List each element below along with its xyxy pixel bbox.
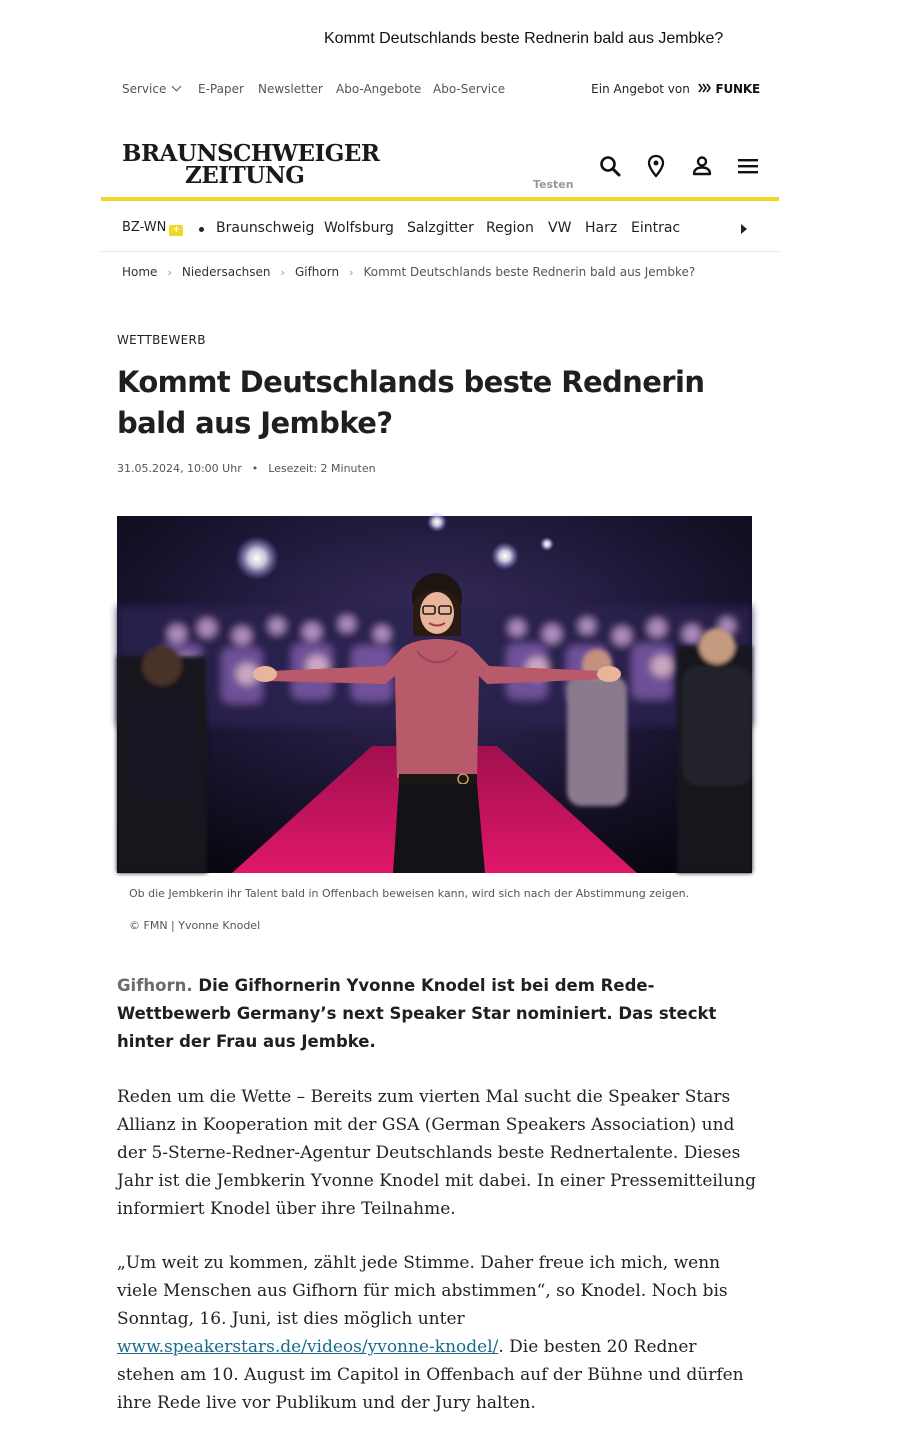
publisher-note — [591, 82, 760, 96]
breadcrumb-chevron-icon: › — [280, 266, 285, 279]
top-utility-bar — [122, 80, 762, 100]
nav-separator-dot — [199, 227, 204, 232]
publisher-brand[interactable]: FUNKE — [715, 82, 760, 96]
nav-item-salzgitter[interactable]: Salzgitter — [407, 220, 474, 236]
paragraph-2-text-after: . Die besten 20 Redner stehen am 10. August im Capitol in Offenbach auf der Bühne und dürfen ihre Rede live vor Publikum und der Jury halten. — [117, 1337, 744, 1413]
image-credit: © FMN | Yvonne Knodel — [129, 919, 261, 932]
breadcrumb-home[interactable]: Home — [122, 265, 158, 279]
testen-label[interactable]: Testen — [533, 178, 574, 191]
location-pin-icon[interactable] — [643, 153, 669, 179]
breadcrumb-chevron-icon: › — [167, 266, 172, 279]
publisher-prefix: Ein Angebot von — [591, 82, 690, 96]
image-caption: Ob die Jembkerin ihr Talent bald in Offenbach beweisen kann, wird sich nach der Abstimmung zeigen. — [129, 887, 690, 900]
plus-badge-icon: + — [169, 225, 183, 236]
nav-item-vw[interactable]: VW — [548, 220, 572, 236]
article-headline: Kommt Deutschlands beste Rednerin bald aus Jembke? — [117, 365, 705, 440]
lead-location: Gifhorn. — [117, 976, 193, 995]
lead-text: Die Gifhornerin Yvonne Knodel ist bei dem Rede-Wettbewerb Germany’s next Speaker Star nominiert. Das steckt hinter der Frau aus Jembke. — [117, 976, 717, 1051]
article-paragraph-1: Reden um die Wette – Bereits zum vierten Mal sucht die Speaker Stars Allianz in Kooperation mit der GSA (German Speakers Association) und der 5-Sterne-Redner-Agentur Deutschlands beste Rednertalente. Dieses Jahr ist die Jembkerin Yvonne Knodel mit dabei. In einer Pressemitteilung informiert Knodel über ihre Teilnahme. — [117, 1087, 757, 1219]
topbar-link-label: Service — [122, 82, 167, 96]
article-paragraph-2 — [117, 1249, 757, 1417]
speaker-on-stage-image — [117, 516, 752, 873]
nav-item-bz-wn[interactable] — [122, 220, 183, 235]
topbar-link-abo-angebote[interactable]: Abo-Angebote — [336, 82, 422, 96]
search-icon[interactable] — [597, 153, 623, 179]
topbar-link-service[interactable] — [122, 82, 180, 96]
nav-scroll-right-icon[interactable] — [741, 224, 747, 234]
article-meta — [117, 462, 376, 475]
breadcrumb — [122, 265, 695, 279]
nav-item-harz[interactable]: Harz — [585, 220, 618, 236]
nav-item-label: BZ-WN — [122, 220, 167, 235]
main-navigation — [122, 214, 752, 244]
nav-item-region[interactable]: Region — [486, 220, 534, 236]
funke-logo-icon — [698, 83, 712, 93]
site-logo[interactable] — [122, 140, 380, 189]
article-lead — [117, 972, 747, 1056]
article-date: 31.05.2024, 10:00 Uhr — [117, 462, 242, 475]
nav-item-braunschweig[interactable]: Braunschweig — [216, 220, 315, 236]
user-icon[interactable] — [689, 153, 715, 179]
chevron-down-icon — [172, 82, 182, 92]
topbar-link-abo-service[interactable]: Abo-Service — [433, 82, 506, 96]
breadcrumb-current: Kommt Deutschlands beste Rednerin bald aus Jembke? — [363, 265, 696, 279]
header-accent-line — [101, 197, 779, 201]
paragraph-2-text-before: „Um weit zu kommen, zählt jede Stimme. Daher freue ich mich, wenn viele Menschen aus Gifhorn für mich abstimmen“, so Knodel. Noch bis Sonntag, 16. Juni, ist dies möglich unter — [117, 1253, 728, 1329]
nav-item-wolfsburg[interactable]: Wolfsburg — [324, 220, 394, 236]
article-photo[interactable] — [117, 516, 752, 873]
logo-line-2: ZEITUNG — [185, 162, 305, 189]
topbar-link-epaper[interactable]: E-Paper — [198, 82, 244, 96]
breadcrumb-niedersachsen[interactable]: Niedersachsen — [181, 265, 271, 279]
reading-time: Lesezeit: 2 Minuten — [268, 462, 376, 475]
logo-line-1: BRAUNSCHWEIGER — [122, 140, 380, 167]
breadcrumb-gifhorn[interactable]: Gifhorn — [294, 265, 340, 279]
nav-item-eintracht[interactable]: Eintrac — [631, 220, 681, 236]
breadcrumb-chevron-icon: › — [349, 266, 354, 279]
menu-icon[interactable] — [735, 153, 761, 179]
speakerstars-link[interactable]: www.speakerstars.de/videos/yvonne-knodel/ — [117, 1337, 499, 1357]
document-title: Kommt Deutschlands beste Rednerin bald aus Jembke? — [324, 30, 724, 47]
meta-separator: • — [251, 462, 259, 475]
article-kicker: WETTBEWERB — [117, 333, 206, 347]
topbar-link-newsletter[interactable]: Newsletter — [258, 82, 323, 96]
nav-divider — [101, 251, 779, 252]
